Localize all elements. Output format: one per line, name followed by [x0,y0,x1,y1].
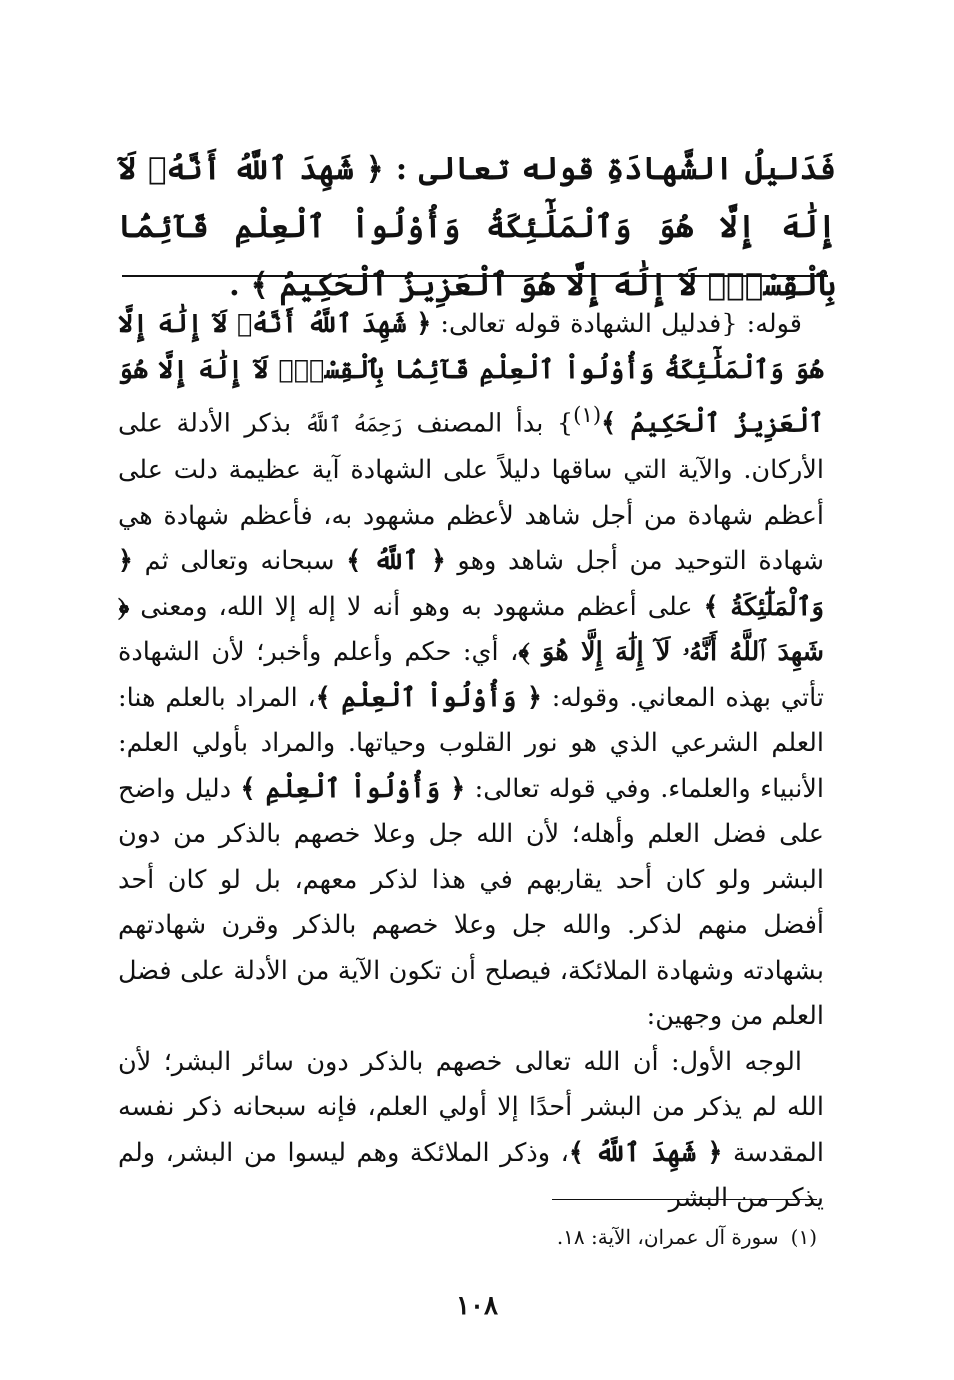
honorific-ligature: رَحِمَهُ ٱللَّهُ [304,412,403,437]
page-number: ١٠٨ [456,1291,498,1321]
quran-quote: ﴿ ٱللَّهُ ﴾ [346,546,446,576]
quran-quote: ﴿ وَأُوْلُواْ ٱلْعِلْمِ ﴾ [315,682,542,713]
commentary-text: الوجه الأول: أن الله تعالى خصهم بالذكر دون سائر البشر؛ لأن الله لم يذكر من البشر أحدًا إلا أولي العلم، فإنه سبحانه ذكر نفسه المقدسة [118,1046,824,1168]
quran-quote: ﴿ وَٱلْمَلَٰٓئِكَةُ ﴾ [118,546,825,622]
commentary-text: ، المراد بالعلم هنا: العلم الشرعي الذي هو نور القلوب وحياتها. والمراد بأولي العلم: الأنبياء والعلماء. وفي قوله تعالى: [118,682,824,804]
quran-quote: ﴿ شَهِدَ ٱللَّهُ أَنَّهُۥ لَآ إِلَٰهَ إِلَّا هُوَ ﴾ [118,591,824,667]
footnote-separator-rule [552,1199,817,1200]
matn-end: . [228,267,251,303]
footnote-number: (١) [790,1225,817,1249]
commentary-text: ، وذكر الملائكة وهم ليسوا من البشر، ولم يذكر من البشر [118,1137,824,1213]
quran-quote: ﴿ وَأُوْلُواْ ٱلْعِلْمِ ﴾ [240,773,466,804]
commentary-text: ، أي: حكم وأعلم وأخبر؛ لأن الشهادة تأتي بهذه المعاني. وقوله: [118,637,825,713]
footnote-ref: (١) [573,403,602,428]
commentary-text: سبحانه وتعالى ثم [132,546,347,576]
commentary-text: بذكر الأدلة على الأركان. والآية التي ساقها دليلاً على الشهادة آية عظيمة دلت على أعظم شهادة من أجل شاهد لأعظم مشهود به، فأعظم شهادة هي شهادة التوحيد من أجل شاهد وهو [118,408,824,576]
commentary-paragraph-1 [118,302,824,1040]
commentary-text: على أعظم مشهود به وهو أنه لا إله إلا الله، ومعنى [129,591,704,622]
footnote [300,1222,817,1252]
matn-text [118,140,836,314]
commentary-text: قوله: {فدليل الشهادة قوله تعالى: [431,309,802,339]
commentary [118,302,824,1222]
footnote-text: سورة آل عمران، الآية: ١٨. [556,1225,779,1249]
quran-quote: ﴿ شَهِدَ ٱللَّهُ أَنَّهُۥ لَآ إِلَٰهَ إِلَّا هُوَ وَٱلْمَلَٰٓئِكَةُ وَأُوْلُواْ ٱلْعِلْمِ قَآئِمَۢا بِٱلْقِسْطِۚ لَآ إِلَٰهَ إِلَّا هُوَ ٱلْعَزِيزُ ٱلْحَكِيمُ ﴾ [118,309,824,439]
commentary-text: } بدأ المصنف [402,408,574,439]
matn-lead: فَدَليلُ الشَّهادَةِ قوله تعالى : [395,151,836,187]
commentary-text: دليل واضح على فضل العلم وأهله؛ لأن الله جل وعلا خصهم بالذكر من دون البشر ولو كان أحد يقاربهم في هذا لذكر معهم، بل لو كان أحد أفضل منهم لذكر. والله جل وعلا خصهم بالذكر وقرن شهادتهم بشهادته وشهادة الملائكة، فيصلح أن تكون الآية من الأدلة على فضل العلم من وجهين: [118,773,824,1031]
commentary-paragraph-2 [118,1040,824,1222]
matn-separator-rule [122,275,828,277]
quran-quote: ﴿ شَهِدَ ٱللَّهُ ﴾ [568,1137,723,1168]
matn-verse: ﴿ شَهِدَ ٱللَّهُ أَنَّهُۥ لَآ إِلَٰهَ إِلَّا هُوَ وَٱلْمَلَٰٓئِكَةُ وَأُوْلُواْ ٱلْعِلْمِ قَآئِمَۢا بِٱلْقِسْطِۚ لَآ إِلَٰهَ إِلَّا هُوَ ٱلْعَزِيزُ ٱلْحَكِيمُ ﴾ [118,151,836,303]
